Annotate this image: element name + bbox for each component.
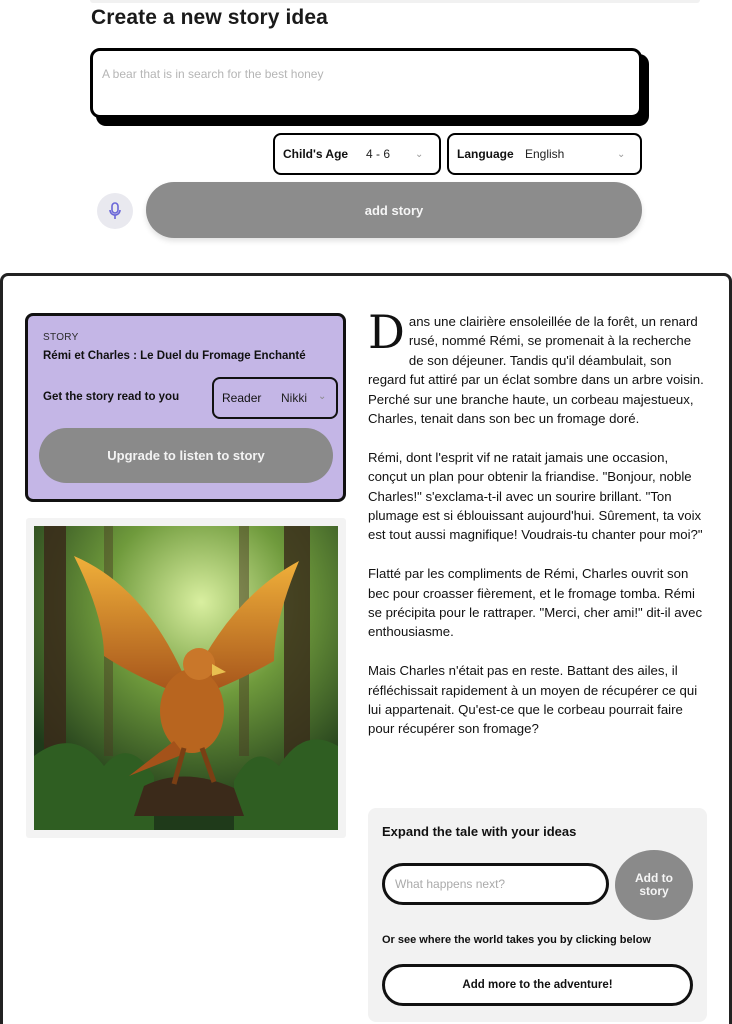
read-aloud-label: Get the story read to you xyxy=(43,391,180,403)
reader-value: Nikki xyxy=(281,391,307,405)
chevron-down-icon: ⌄ xyxy=(318,391,327,402)
child-age-label: Child's Age xyxy=(283,147,349,161)
random-continue-hint: Or see where the world takes you by clicking below xyxy=(382,934,651,946)
language-label: Language xyxy=(457,147,514,161)
add-to-story-button[interactable]: Add to story xyxy=(615,850,693,920)
chevron-down-icon: ⌄ xyxy=(617,148,626,160)
microphone-icon xyxy=(108,202,122,220)
idea-input-container xyxy=(90,48,642,118)
drop-cap: D xyxy=(368,305,405,359)
reader-label: Reader xyxy=(222,391,262,405)
add-more-adventure-button[interactable]: Add more to the adventure! xyxy=(382,964,693,1006)
upgrade-listen-button[interactable]: Upgrade to listen to story xyxy=(39,428,333,483)
top-divider xyxy=(90,0,700,3)
child-age-value: 4 - 6 xyxy=(366,147,391,161)
story-paragraph-3: Flatté par les compliments de Rémi, Charles ouvrit son bec pour croasser fièrement, et le fromage tomba. Rémi se précipita pour le rattraper. "Merci, cher ami!" dit-il avec enthousiasme. xyxy=(368,566,703,640)
expand-tale-card xyxy=(368,808,707,1022)
add-story-button[interactable]: add story xyxy=(146,182,642,238)
story-paragraph-2: Rémi, dont l'esprit vif ne ratait jamais une occasion, conçut un plan pour obtenir la friandise. "Bonjour, noble Charles!" s'exclama-t-il avec un sourire brillant. "Ton plumage est si éblouissant aujourd'hui. Sûrement, ta voix est tout aussi magnifique! Voudrais-tu chanter pour moi?" xyxy=(368,449,703,543)
story-idea-input[interactable] xyxy=(93,51,639,115)
microphone-button[interactable] xyxy=(97,193,133,229)
story-paragraph-4: Mais Charles n'était pas en reste. Battant des ailes, il réfléchissait rapidement à un moyen de récupérer ce qui lui appartenait. Qu'est-ce que le corbeau pourrait faire pour récupérer son fromage? xyxy=(368,663,698,737)
page-title: Create a new story idea xyxy=(91,6,328,29)
expand-title: Expand the tale with your ideas xyxy=(382,824,577,839)
story-illustration-frame xyxy=(26,518,346,838)
story-illustration xyxy=(34,526,338,830)
story-title: Rémi et Charles : Le Duel du Fromage Enchanté xyxy=(43,350,306,362)
story-kicker: STORY xyxy=(43,332,79,343)
what-happens-next-input[interactable] xyxy=(382,863,609,905)
story-paragraph xyxy=(368,305,708,428)
story-paragraph-1: ans une clairière ensoleillée de la forêt, un renard rusé, nommé Rémi, se promenait à la recherche de son déjeuner. Tandis qu'il déambulait, son regard fut attiré par un éclat sombre dans un arbre voisin. Perché sur une branche haute, un corbeau majestueux, Charles, tenait dans son bec un fromage doré. xyxy=(368,314,704,427)
story-text xyxy=(368,305,708,758)
chevron-down-icon: ⌄ xyxy=(415,148,424,160)
language-value: English xyxy=(525,147,565,161)
child-age-select[interactable] xyxy=(273,133,441,175)
language-select[interactable] xyxy=(447,133,642,175)
story-info-card xyxy=(25,313,346,502)
reader-select[interactable] xyxy=(212,377,338,419)
